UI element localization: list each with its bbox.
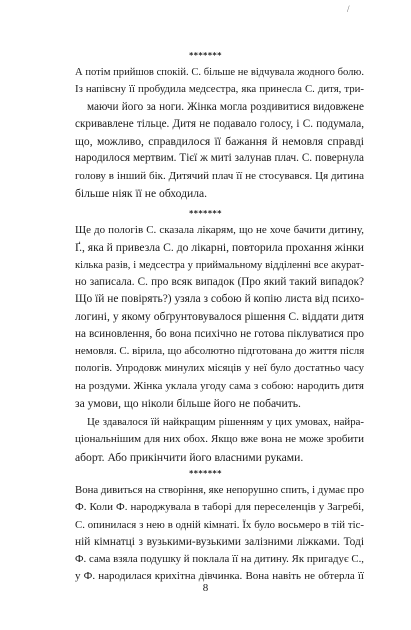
text-line: немовля. С. вірила, що абсолютно підготована до життя після <box>75 345 364 358</box>
page-number: 8 <box>202 582 209 594</box>
section-divider-3: ******* <box>189 469 222 478</box>
text-line: С. опинилася з нею в одній кімнаті. Їх було восьмеро в тій тіс- <box>75 518 364 531</box>
text-line: у Ф. народилася крихітна дівчинка. Вона навіть не обтерла її <box>75 570 364 583</box>
corner-mark: / <box>347 4 350 14</box>
text-line: но записала. С. про всяк випадок (Про який такий випадок? <box>75 275 364 288</box>
text-line: Що їй не повірять?) узяла з собою й копію листа від психо- <box>75 293 364 306</box>
text-line: народилося мертвим. Тієї ж миті залунав плач. С. повернула <box>75 152 364 165</box>
section-divider-2: ******* <box>189 209 222 218</box>
text-line: Ґ., яка й привезла С. до лікарні, повторила прохання жінки <box>75 241 364 255</box>
text-line: на всиновлення, бо вона психічно не готова піклуватися про <box>75 327 364 340</box>
text-line: Вона дивиться на створіння, яке непорушно спить, і думає про <box>75 484 364 496</box>
text-line: ній кімнатці з вузькими-вузькими залізними ліжками. Тоді <box>75 535 364 548</box>
text-line: ціональнішим для них обох. Якщо вже вона не може зробити <box>75 433 364 446</box>
text-line: що, можливо, справдилося її бажання й немовля справді <box>75 135 364 149</box>
text-line: Із напівсну її пробудила медсестра, яка принесла С. дитя, три- <box>75 83 364 96</box>
text-line: пологів. Упродовж минулих місяців у неї було достатньо часу <box>75 362 364 375</box>
paragraph-4 <box>75 482 364 586</box>
text-line: Ф. Коли Ф. народжувала в таборі для переселенців у Загребі, <box>75 501 364 514</box>
text-line: Ще до пологів С. сказала лікарям, що не хоче бачити дитину, <box>75 224 364 236</box>
paragraph-3 <box>75 414 364 466</box>
text-line: на роздуми. Жінка уклала угоду сама з собою: народить дитя <box>75 379 364 392</box>
paragraph-1 <box>75 64 364 202</box>
text-line: Це здавалося їй найкращим рішенням у цих умовах, найра- <box>87 416 364 428</box>
section-divider-1: ******* <box>189 51 222 60</box>
text-line: А потім прийшов спокій. С. більше не відчувала жодного болю. <box>75 67 364 78</box>
text-line: маючи його за ноги. Жінка могла роздивитися видовжене <box>87 100 364 113</box>
text-line: Ф. сама взяла подушку й поклала її на дитину. Як пригадує С., <box>75 553 364 566</box>
text-line: голову в інший бік. Дитячий плач її не стосувався. Ця дитина <box>75 169 364 182</box>
text-line: кілька разів, і медсестра у приймальному відділенні все акурат- <box>75 259 364 271</box>
paragraph-2 <box>75 222 364 412</box>
text-line: логині, у якому обґрунтовувалося рішення С. віддати дитя <box>75 310 364 324</box>
text-line: за умови, що ніколи більше його не побачить. <box>75 396 301 410</box>
text-line: більше ніяк її не обходила. <box>75 187 208 201</box>
text-line: скривавлене тільце. Дитя не подавало голосу, і С. подумала, <box>75 117 364 130</box>
text-line: аборт. Або прикінчити його власними руками. <box>75 450 304 464</box>
